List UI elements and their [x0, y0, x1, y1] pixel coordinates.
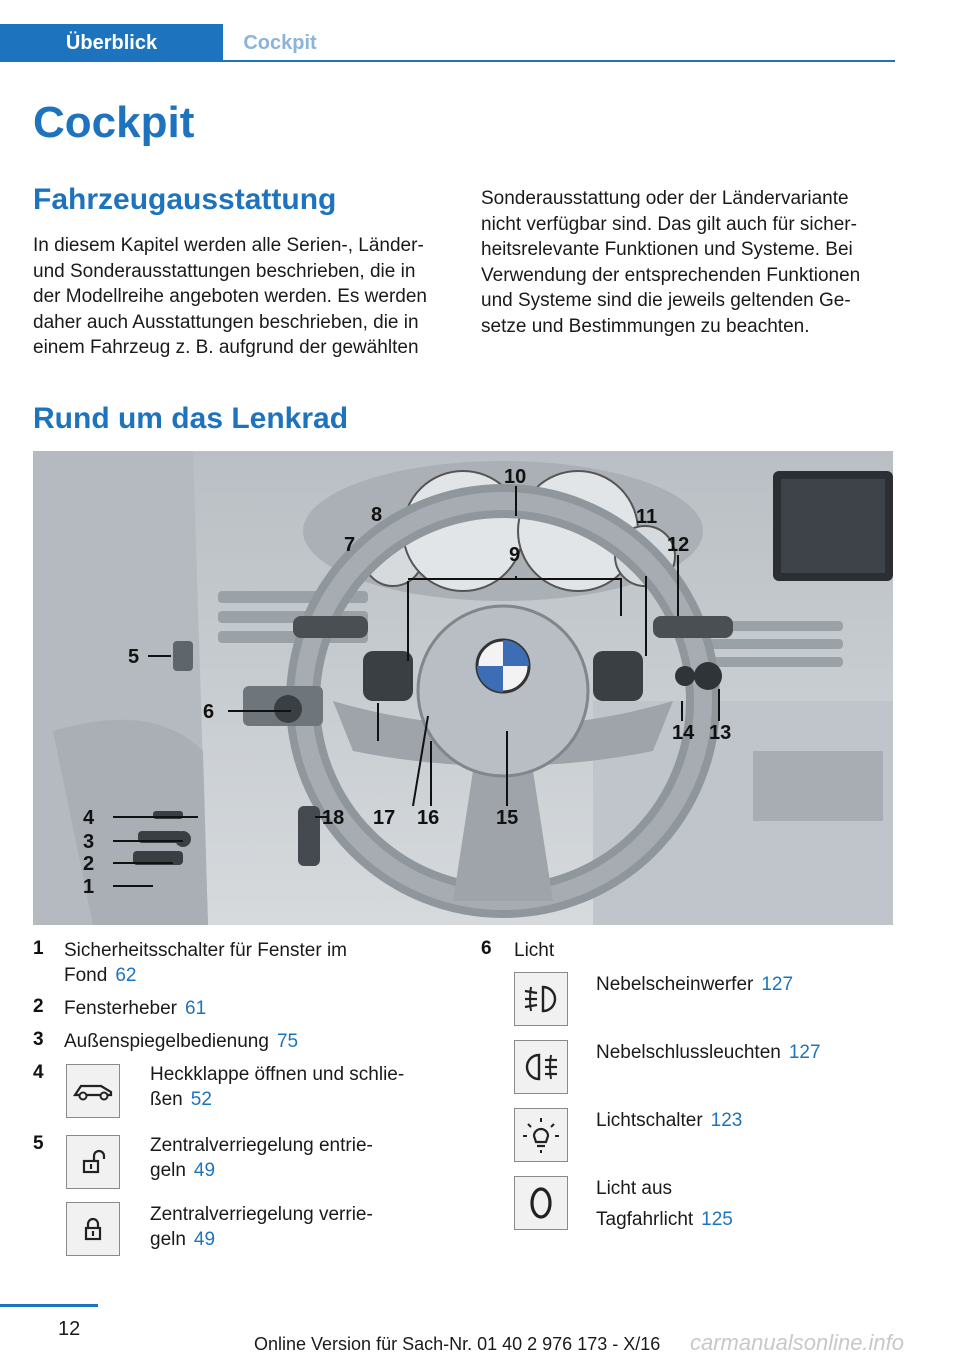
page-reference-link[interactable]: 62: [115, 965, 137, 986]
legend-text: geln: [150, 1229, 186, 1250]
page-title: Cockpit: [33, 98, 195, 147]
legend-text: Heckklappe öffnen und schlie-: [150, 1064, 405, 1085]
legend-text: Sicherheitsschalter für Fenster im: [64, 940, 347, 961]
legend-title: Licht: [514, 940, 555, 961]
legend-text: Licht aus: [596, 1178, 673, 1199]
paragraph-line: heitsrelevante Funktionen und Systeme. Bei: [481, 239, 853, 260]
callout-9: 9: [509, 544, 521, 566]
light-off-icon: [514, 1176, 568, 1230]
header-divider: [223, 60, 895, 62]
watermark: carmanualsonline.info: [690, 1330, 905, 1355]
paragraph-line: und Systeme sind die jeweils geltenden Ge-: [481, 290, 851, 311]
callout-15: 15: [496, 807, 519, 829]
intro-paragraph-col1: [33, 233, 453, 361]
intro-paragraph-col2: [481, 186, 893, 339]
page-reference-link[interactable]: 52: [190, 1089, 212, 1110]
tab-cockpit[interactable]: Cockpit: [243, 31, 317, 54]
legend-number: 1: [33, 938, 44, 959]
light-switch-icon: [514, 1108, 568, 1162]
page-reference-link[interactable]: 49: [193, 1229, 216, 1250]
callout-10: 10: [504, 466, 527, 488]
legend-text: Fensterheber: [64, 998, 178, 1019]
callout-11: 11: [636, 506, 658, 528]
paragraph-line: daher auch Ausstattungen beschrieben, die in: [33, 311, 419, 333]
front-fog-light-icon: [514, 972, 568, 1026]
cockpit-illustration: [33, 451, 893, 925]
paragraph-line: einem Fahrzeug z. B. aufgrund der gewählten: [33, 337, 419, 358]
paragraph-line: In diesem Kapitel werden alle Serien-, Länder-: [33, 235, 424, 256]
page-reference-link[interactable]: 125: [701, 1209, 733, 1230]
legend-text: Zentralverriegelung entrie-: [150, 1135, 373, 1156]
page-number: 12: [58, 1318, 81, 1340]
callout-17: 17: [373, 807, 396, 829]
legend-text: Tagfahrlicht: [596, 1209, 694, 1230]
page-reference-link[interactable]: 127: [788, 1042, 821, 1063]
callout-18: 18: [322, 807, 345, 829]
unlock-icon: [66, 1135, 120, 1189]
legend-number: 3: [33, 1029, 44, 1050]
section-heading-lenkrad: Rund um das Lenkrad: [33, 402, 349, 435]
lock-icon: [66, 1202, 120, 1256]
callout-14: 14: [672, 722, 695, 744]
paragraph-line: setze und Bestimmungen zu beachten.: [481, 315, 810, 337]
legend-text: Außenspiegelbedienung: [64, 1031, 269, 1052]
legend-text: Zentralverriegelung verrie-: [150, 1204, 373, 1225]
paragraph-line: der Modellreihe angeboten werden. Es werden: [33, 286, 427, 307]
legend-text: geln: [150, 1160, 186, 1181]
legend-number: 4: [33, 1062, 44, 1083]
paragraph-line: nicht verfügbar sind. Das gilt auch für sicher-: [481, 213, 857, 235]
callout-13: 13: [709, 722, 732, 744]
paragraph-line: Verwendung der entsprechenden Funktionen: [481, 264, 861, 286]
footer-version-text: Online Version für Sach-Nr. 01 40 2 976 173 - X/16: [254, 1334, 661, 1354]
rear-fog-light-icon: [514, 1040, 568, 1094]
callout-2: 2: [83, 853, 95, 875]
legend-number: 6: [481, 938, 492, 959]
legend-text: Nebelscheinwerfer: [596, 974, 754, 995]
legend-text: Lichtschalter: [596, 1110, 703, 1131]
callout-5: 5: [128, 646, 140, 668]
callout-16: 16: [417, 807, 440, 829]
tab-ueberblick[interactable]: Überblick: [0, 24, 223, 62]
tailgate-icon: [66, 1064, 120, 1118]
page-reference-link[interactable]: 123: [710, 1110, 743, 1131]
legend-number: 5: [33, 1133, 44, 1154]
paragraph-line: Sonderausstattung oder der Ländervariante: [481, 188, 849, 209]
legend-number: 2: [33, 996, 44, 1017]
legend-text: Fond: [64, 965, 108, 986]
page-reference-link[interactable]: 61: [185, 998, 207, 1019]
section-heading-fahrzeugausstattung: Fahrzeugausstattung: [33, 183, 337, 216]
legend-text: Nebelschlussleuchten: [596, 1042, 781, 1063]
callout-1: 1: [83, 876, 95, 898]
callout-8: 8: [371, 504, 383, 526]
callout-3: 3: [83, 831, 95, 853]
callout-12: 12: [667, 534, 690, 556]
paragraph-line: und Sonderausstattungen beschrieben, die in: [33, 260, 416, 282]
page-reference-link[interactable]: 75: [276, 1031, 299, 1052]
legend-text: ßen: [150, 1089, 183, 1110]
callout-7: 7: [344, 534, 356, 556]
page-reference-link[interactable]: 127: [761, 974, 794, 995]
footer-divider: [0, 1304, 98, 1307]
callout-4: 4: [83, 807, 95, 829]
callout-6: 6: [203, 701, 215, 723]
page-reference-link[interactable]: 49: [193, 1160, 216, 1181]
